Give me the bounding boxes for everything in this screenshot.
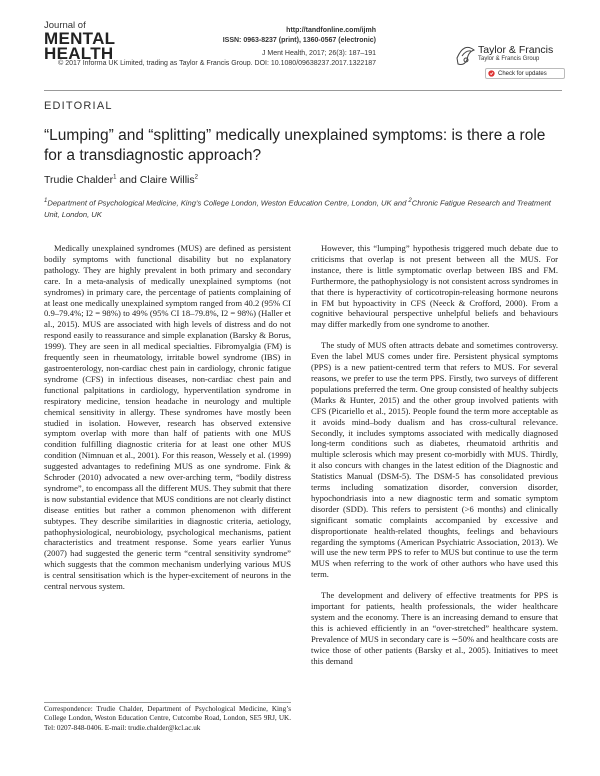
affiliation-2: Chronic Fatigue Research and Treatment Unit, London, UK	[44, 198, 551, 219]
author-1-affil-mark: 1	[113, 174, 117, 181]
author-1[interactable]: Trudie Chalder	[44, 174, 114, 186]
journal-name-top: Journal of	[44, 20, 86, 31]
affil-1-mark: 1	[44, 198, 48, 204]
publisher-group: Taylor & Francis Group	[478, 56, 540, 62]
paragraph: The study of MUS often attracts debate and sometimes controversy. Even the label MUS comes under fire. Persistent physical symptoms (PPS) is a new patient-centred term that refers to MUS. For several reasons, we prefer to use the term PPS. Firstly, two surveys of different populations preferred the term. One group consisted of healthy subjects (Marks & Hunter, 2015) and the other group involved patients with CFS (Picariello et al., 2015). People found the term more acceptable as it avoids mind–body dualism and has cross-cultural relevance. Secondly, it includes symptoms associated with medically diagnosed long-term conditions such as diabetes, rheumatoid arthritis and multiple sclerosis which may present co-morbidly with MUS. Thirdly, it also concurs with changes in the latest edition of the Diagnostic and Statistics Manual (DSM-5). The DSM-5 has consolidated previous terms including somatization disorder, conversion disorder, hypochondriasis into a new diagnostic term and somatic symptom disorder (SDD). This refers to persistent (>6 months) and clinically significant somatic complaints accompanied by excessive and disproportionate health-related thoughts, feelings and behaviours regarding the symptoms (American Psychiatric Association, 2013). We will use the new term PPS to refer to MUS but continue to use the term MUS when referring to the work of other authors who have used this term.	[311, 340, 558, 580]
journal-name-line2: HEALTH	[44, 44, 114, 63]
check-updates-icon	[488, 70, 495, 77]
author-2-affil-mark: 2	[194, 174, 198, 181]
authors-and: and	[119, 174, 137, 186]
header-divider	[44, 90, 562, 91]
body-column-right	[311, 243, 558, 667]
affil-2-mark: 2	[408, 198, 412, 204]
citation: J Ment Health, 2017; 26(3): 187–191	[261, 50, 376, 57]
header-meta	[0, 26, 376, 68]
author-2[interactable]: Claire Willis	[139, 174, 195, 186]
publisher-name: Taylor & Francis	[478, 44, 554, 56]
footnote-divider	[44, 702, 291, 703]
affiliation-1: Department of Psychological Medicine, King’s College London, Weston Education Centre, London, UK and	[47, 198, 407, 208]
affiliations	[44, 196, 564, 220]
check-for-updates-button[interactable]: Check for updates	[485, 68, 565, 79]
paragraph: The development and delivery of effective treatments for PPS is important for patients, health professionals, the wider healthcare system and the economy. There is an increasing demand to ensure that this is achieved efficiently in an “over-stretched” healthcare system. Prevalence of MUS in secondary care is ∼50% and healthcare costs are twice those of other patients (Barsky et al., 2005). Initiatives to meet this demand	[311, 590, 559, 666]
article-title: “Lumping” and “splitting” medically unexplained symptoms: is there a role for a transdiagnostic approach?	[44, 127, 546, 164]
section-label: EDITORIAL	[44, 100, 113, 112]
correspondence-footnote: Correspondence: Trudie Chalder, Department of Psychological Medicine, King’s College London, Weston Education Centre, Cutcombe Road, London, SE5 9RJ, UK. Tel: 0207-848-0406. E-mail: trudie.chalder@kcl.ac.uk	[44, 705, 291, 732]
copyright: © 2017 Informa UK Limited, trading as Taylor & Francis Group. DOI: 10.1080/09638237.2017.1322187	[58, 59, 376, 67]
paragraph: However, this “lumping” hypothesis triggered much debate due to criticisms that overlap is not present between all the MUS. For instance, there is little symptomatic overlap between IBS and FM. Furthermore, the pathophysiology is not consistent across syndromes in that there is hyperactivity of corticotropin-releasing hormone neurons in FM but hypoactivity in CFS (Neeck & Crofford, 2000). From a cognitive behavioural perspective unhelpful beliefs and behaviours may differ markedly from one syndrome to another.	[311, 243, 558, 330]
body-column-left	[44, 243, 291, 592]
paragraph: Medically unexplained syndromes (MUS) are defined as persistent bodily symptoms with functional disability but no explanatory pathology. They are highly prevalent in both primary and secondary care. In a meta-analysis of medically unexplained symptoms (not syndromes) in primary care, the percentage of patients complaining of at least one medically unexplained symptom ranged from 40.2 (95% CI 0.9–79.4%; I2 = 98%) to 49% (95% CI 18–79.8%, I2 = 98%) (Haller et al., 2015). MUS are associated with high levels of distress and do not respond easily to reassurance and simple explanation (Barsky & Borus, 1999). They are seen in all medical specialties. Fibromyalgia (FM) is frequently seen in rheumatology, irritable bowel syndrome (IBS) in gastroenterology, non-cardiac chest pain in cardiology, chronic fatigue syndrome (CFS) in infectious diseases, non-cardiac chest pain and functional palpitations in cardiology, hyperventilation syndrome in respiratory medicine, tension headache in neurology and multiple chemical sensitivity in allergy. These syndromes have mostly been studied in isolation. However, research has observed extensive symptom overlap with more than half of patients with one MUS condition fulfilling diagnostic criteria for at least one other MUS condition (Nimnuan et al., 2001). For this reason, Wessely et al. (1999) suggested advantages to redefining MUS as one syndrome. Fink & Schroder (2010) advocated a new over-arching term, “bodily distress syndrome”, to encompass all the different MUS. They submit that there is now substantial evidence that MUS conditions are not clearly distinct disease entities but rather a common phenomenon with different subtypes. They describe similarities in diagnostic criteria, aetiology, pathophysiological, neurobiology, psychological mechanisms, patient characteristics and treatment response. Some years earlier Yunus (2007) had suggested the generic term “central sensitivity syndrome” which suggests that the common mechanism underlying various MUS is central sensitisation which is the hyper-excitement of neurons in the central nervous system.	[44, 243, 291, 592]
journal-url[interactable]: http://tandfonline.com/ijmh	[286, 27, 376, 34]
journal-name-line1: MENTAL	[44, 29, 116, 48]
authors	[44, 174, 198, 186]
journal-issn: ISSN: 0963-8237 (print), 1360-0567 (electronic)	[222, 36, 376, 44]
